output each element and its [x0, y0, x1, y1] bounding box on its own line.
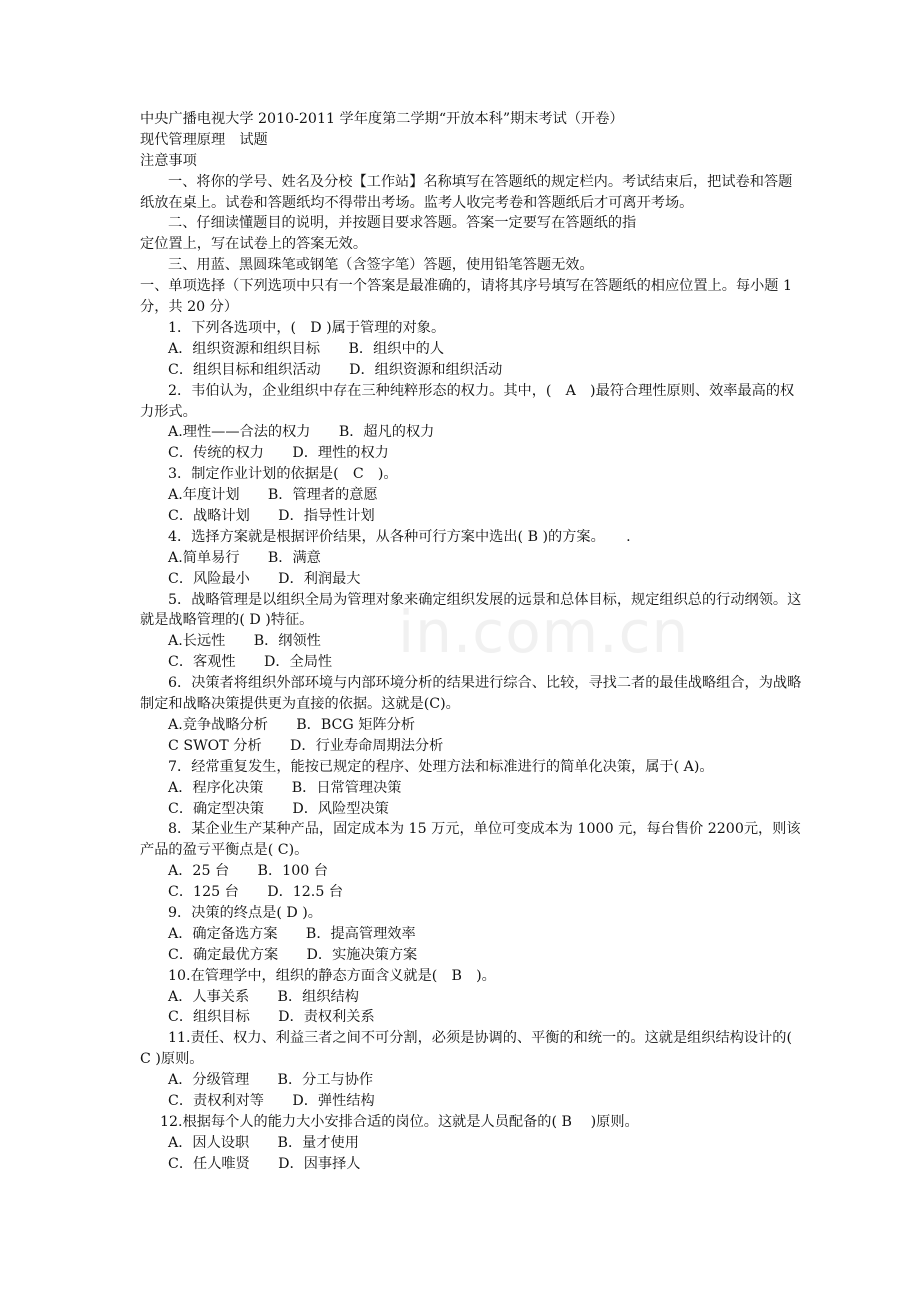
question-options-cd: C．125 台 D．12.5 台	[168, 884, 344, 901]
question-stem: 10.在管理学中，组织的静态方面含义就是( B )。	[168, 967, 496, 984]
question-options-cd: C．客观性 D．全局性	[168, 654, 333, 671]
question	[140, 966, 805, 1029]
question-options-ab: A．程序化决策 B．日常管理决策	[168, 779, 402, 796]
question-options-ab: A.长远性 B．纲领性	[168, 633, 321, 650]
question	[140, 819, 805, 903]
watermark: in.com.cn	[398, 598, 690, 666]
question-stem: 11.责任、权力、利益三者之间不可分割，必须是协调的、平衡的和统一的。这就是组织结构设计的( C )原则。	[140, 1030, 792, 1068]
question-options-ab: A.竞争战略分析 B．BCG 矩阵分析	[168, 716, 416, 733]
question-stem: 3．制定作业计划的依据是( C )。	[168, 466, 398, 483]
question-stem: 7．经常重复发生，能按已规定的程序、处理方法和标准进行的简单化决策，属于( A)。	[168, 758, 714, 775]
question-options-ab: A．25 台 B．100 台	[168, 863, 328, 880]
question	[140, 527, 805, 590]
question-options-cd: C．组织目标 D．责权利关系	[168, 1009, 375, 1026]
question	[140, 590, 805, 674]
question-options-ab: A．确定备选方案 B．提高管理效率	[168, 925, 416, 942]
course-title: 现代管理原理 试题	[140, 131, 268, 148]
question	[140, 673, 805, 757]
question-options-ab: A．分级管理 B．分工与协作	[168, 1072, 374, 1089]
note-2-cont: 定位置上，写在试卷上的答案无效。	[140, 236, 368, 253]
question-stem: 8．某企业生产某种产品，固定成本为 15 万元，单位可变成本为 1000 元，每台售价 2200元，则该产品的盈亏平衡点是( C)。	[140, 821, 801, 859]
notes-heading: 注意事项	[140, 152, 197, 169]
question-options-cd: C．传统的权力 D．理性的权力	[168, 445, 389, 462]
question-options-cd: C．战略计划 D．指导性计划	[168, 508, 375, 525]
question-options-ab: A.年度计划 B．管理者的意愿	[168, 487, 378, 504]
section-heading: 一、单项选择（下列选项中只有一个答案是最准确的，请将其序号填写在答题纸的相应位置上。每小题 1 分，共 20 分）	[140, 278, 792, 316]
question	[140, 381, 805, 465]
question-stem: 6．决策者将组织外部环境与内部环境分析的结果进行综合、比较，寻找二者的最佳战略组合，为战略制定和战略决策提供更为直接的依据。这就是(C)。	[140, 675, 802, 713]
question-stem: 2．韦伯认为，企业组织中存在三种纯粹形态的权力。其中，( A )最符合理性原则、效率最高的权力形式。	[140, 382, 795, 420]
question-stem: 1．下列各选项中，( D )属于管理的对象。	[168, 319, 446, 336]
note-3: 三、用蓝、黑圆珠笔或钢笔（含签字笔）答题，使用铅笔答题无效。	[168, 257, 594, 274]
question	[140, 318, 805, 381]
question-stem: 5．战略管理是以组织全局为管理对象来确定组织发展的远景和总体目标，规定组织总的行动纲领。这就是战略管理的( D )特征。	[140, 591, 802, 629]
note-1: 一、将你的学号、姓名及分校【工作站】名称填写在答题纸的规定栏内。考试结束后，把试卷和答题纸放在桌上。试卷和答题纸均不得带出考场。监考人收完考卷和答题纸后才可离开考场。	[140, 173, 793, 211]
question-options-cd: C SWOT 分析 D．行业寿命周期法分析	[168, 737, 444, 754]
question-options-ab: A.理性——合法的权力 B．超凡的权力	[168, 424, 435, 441]
question-options-cd: C．风险最小 D．利润最大	[168, 570, 361, 587]
question-options-cd: C．组织目标和组织活动 D．组织资源和组织活动	[168, 361, 503, 378]
question-stem: 9．决策的终点是( D )。	[168, 905, 322, 922]
question-options-cd: C．确定最优方案 D．实施决策方案	[168, 946, 418, 963]
question-options-ab: A．人事关系 B．组织结构	[168, 988, 359, 1005]
question	[140, 1028, 805, 1112]
question-options-cd: C．确定型决策 D．风险型决策	[168, 800, 389, 817]
note-2: 二、仔细读懂题目的说明，并按题目要求答题。答案一定要写在答题纸的指	[168, 215, 637, 232]
question	[140, 464, 805, 527]
question-options-ab: A．组织资源和组织目标 B．组织中的人	[168, 340, 445, 357]
question-options-cd: C．责权利对等 D．弹性结构	[168, 1093, 375, 1110]
question-options-ab: A．因人设职 B．量才使用	[168, 1134, 359, 1151]
question-options-ab: A.简单易行 B．满意	[168, 549, 321, 566]
exam-content	[140, 109, 805, 1175]
question-options-cd: C．任人唯贤 D．因事择人	[168, 1155, 361, 1172]
question-stem: 12.根据每个人的能力大小安排合适的岗位。这就是人员配备的( B )原则。	[160, 1113, 639, 1130]
question	[140, 1112, 805, 1175]
question-stem: 4．选择方案就是根据评价结果，从各种可行方案中选出( B )的方案。 .	[168, 528, 631, 545]
question	[140, 903, 805, 966]
exam-title: 中央广播电视大学 2010-2011 学年度第二学期“开放本科”期末考试（开卷）	[140, 111, 624, 127]
question	[140, 757, 805, 820]
